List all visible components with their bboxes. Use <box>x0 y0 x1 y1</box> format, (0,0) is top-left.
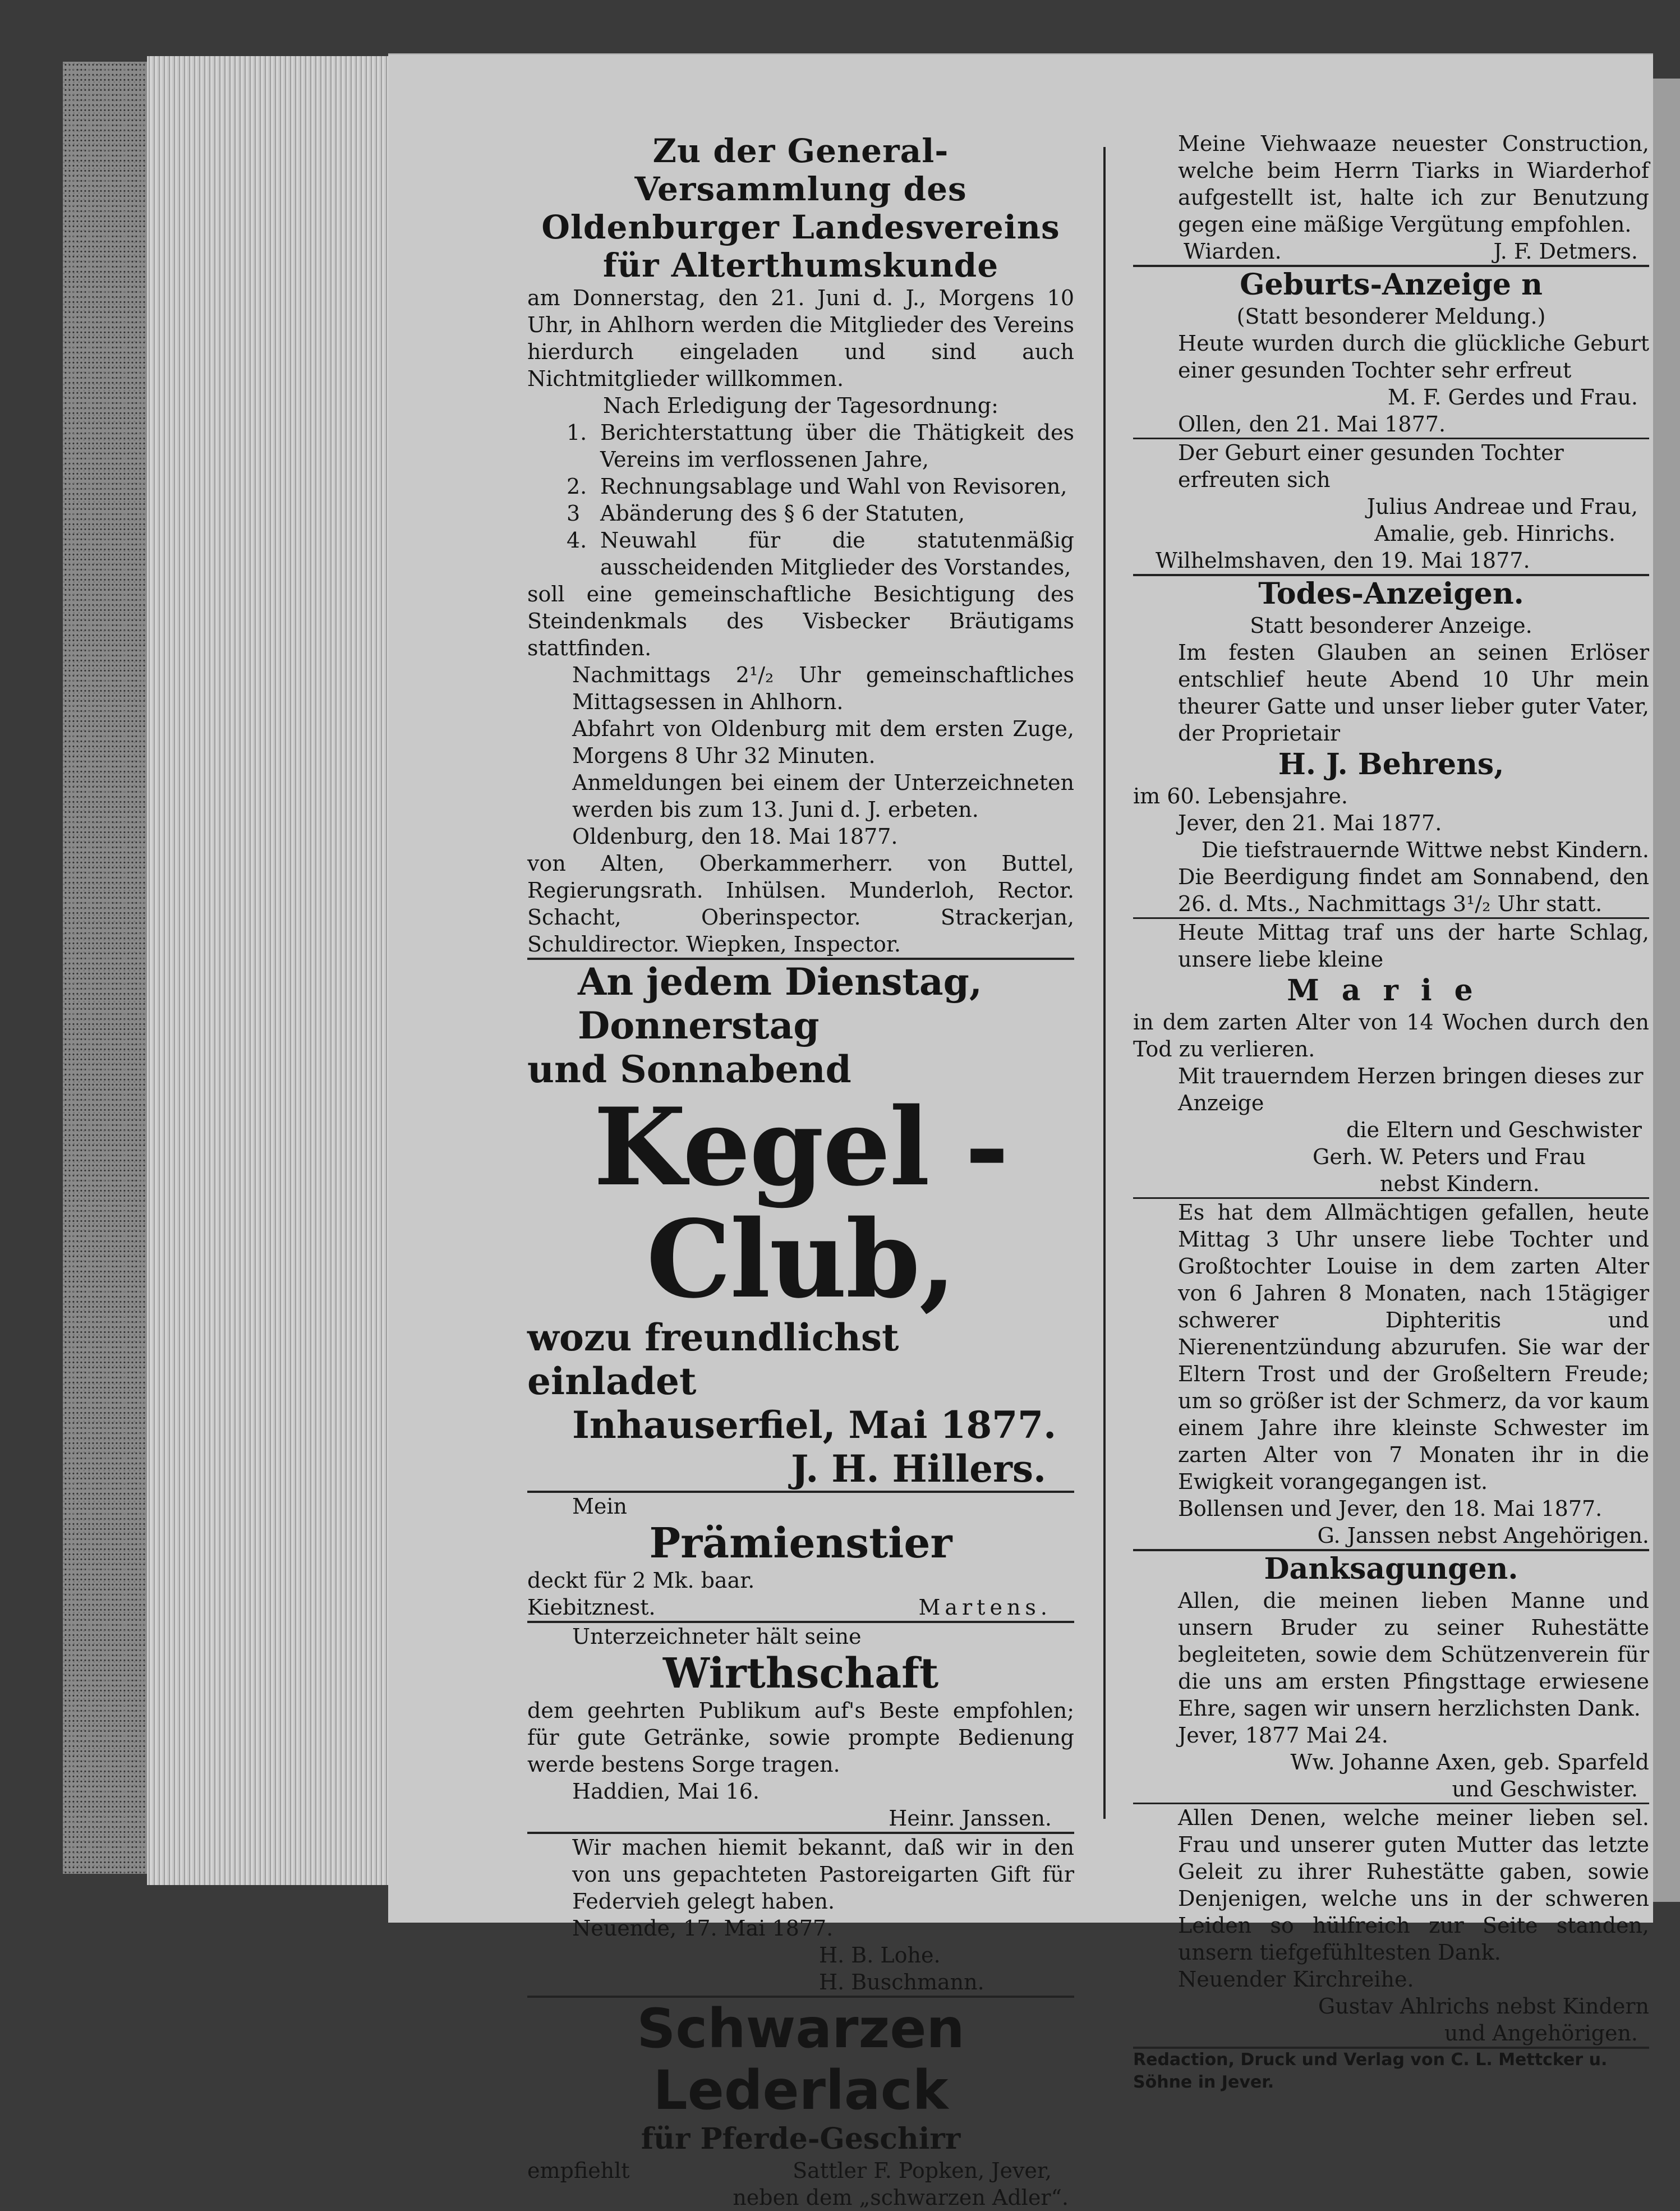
section-subheading: (Statt besonderer Meldung.) <box>1236 304 1546 329</box>
notice-signature: M. F. Gerdes und Frau. <box>1387 385 1638 410</box>
notice-text: Der Geburt einer gesunden Tochter erfreuten sich <box>1178 440 1564 492</box>
agenda-list <box>527 419 1074 581</box>
notice-signature: und Geschwister. <box>1452 1777 1638 1801</box>
deceased-name: Marie <box>1287 973 1495 1008</box>
ad-title-line-3: für Alterthumskunde <box>602 246 999 284</box>
section-heading: Todes-Anzeigen. <box>1258 577 1524 611</box>
ad-line: Inhauserfiel, Mai 1877. <box>572 1403 1057 1447</box>
right-column <box>1133 130 1649 2094</box>
ad-signature: H. B. Lohe. <box>819 1943 941 1968</box>
notice-signature: Gustav Ahlrichs nebst Kindern <box>1318 1994 1649 2019</box>
ad-title-line-2: Oldenburger Landesvereins <box>541 208 1060 246</box>
notice-text: Die Beerdigung findet am Sonnabend, den 26. d. Mts., Nachmittags 3¹/₂ Uhr statt. <box>1178 865 1649 916</box>
ad-viehwaage <box>1133 130 1649 265</box>
agenda-item: 3 Abänderung des § 6 der Statuten, <box>567 501 965 526</box>
agenda-heading: Nach Erledigung der Tagesordnung: <box>603 393 998 418</box>
ad-gift-notice <box>527 1834 1074 1996</box>
birth-announcements <box>1133 267 1649 438</box>
agenda-item: 1. Berichterstattung über die Thätigkeit des Vereins im verflossenen Jahre, <box>567 420 1074 472</box>
notice-text: im 60. Lebensjahre. <box>1133 784 1348 808</box>
ad-signature: Sattler F. Popken, Jever, <box>793 2158 1052 2183</box>
death-notice-marie <box>1133 919 1649 1197</box>
wirthschaft-headline: Wirthschaft <box>662 1649 939 1698</box>
death-announcements <box>1133 576 1649 917</box>
ad-date: Oldenburg, den 18. Mai 1877. <box>572 824 898 849</box>
thanks-notices <box>1133 1551 1649 1803</box>
thanks-notice <box>1133 1804 1649 2047</box>
ad-signature: neben dem „schwarzen Adler“. <box>733 2185 1069 2210</box>
notice-text: Allen Denen, welche meiner lieben sel. Frau und unserer guten Mutter das letzte Geleit zu ihrer Ruhestätte gaben, sowie Denjenigen, welche uns in der schweren Leiden so hülfreich zur Seite standen, unsern tiefgefühltesten Dank. <box>1178 1805 1649 1965</box>
book-edge-marbled <box>63 62 147 1874</box>
notice-signature: nebst Kindern. <box>1380 1171 1540 1196</box>
ad-line: und Sonnabend <box>527 1047 851 1091</box>
ad-pre: Mein <box>572 1494 628 1519</box>
ad-text: dem geehrten Publikum auf's Beste empfohlen; für gute Getränke, sowie prompte Bedienung werde bestens Sorge tragen. <box>527 1698 1074 1777</box>
notice-place: Neuender Kirchreihe. <box>1178 1967 1414 1992</box>
ad-praemienstier <box>527 1493 1074 1621</box>
birth-notice <box>1133 439 1649 574</box>
section-heading: Geburts-Anzeige n <box>1240 268 1543 302</box>
left-column <box>527 132 1074 2211</box>
ad-footer-row <box>527 2157 1074 2184</box>
lederlack-subheadline: für Pferde-Geschirr <box>641 2122 961 2156</box>
kegel-club-headline: Kegel - Club, <box>593 1084 1008 1322</box>
notice-text: Mit trauerndem Herzen bringen dieses zur Anzeige <box>1178 1064 1644 1115</box>
ad-signature: J. F. Detmers. <box>1493 239 1638 264</box>
ad-paragraph: Nachmittags 2¹/₂ Uhr gemeinschaftliches Mittagsessen in Ahlhorn. <box>572 663 1074 714</box>
notice-text: Allen, die meinen lieben Manne und unsern Bruder zu seiner Ruhestätte begleiteten, sowie dem Schützenverein für die uns am ersten Pfingsttage erwiesene Ehre, sagen wir unsern herzlichsten Dank. <box>1178 1588 1649 1721</box>
notice-text: in dem zarten Alter von 14 Wochen durch den Tod zu verlieren. <box>1133 1010 1649 1061</box>
ad-signers: von Alten, Oberkammerherr. von Buttel, Regierungsrath. Inhülsen. Munderloh, Rector. Schacht, Oberinspector. Strackerjan, Schuldirector. Wiepken, Inspector. <box>527 851 1074 957</box>
notice-text: Heute wurden durch die glückliche Geburt einer gesunden Tochter sehr erfreut <box>1178 331 1649 383</box>
ad-signature: Martens. <box>918 1595 1052 1620</box>
ad-date: Neuende, 17. Mai 1877. <box>572 1916 834 1941</box>
ad-kegel-club <box>527 960 1074 1491</box>
ad-intro: am Donnerstag, den 21. Juni d. J., Morgens 10 Uhr, in Ahlhorn werden die Mitglieder des Vereins hierdurch eingeladen und sind auch Nichtmitglieder willkommen. <box>527 286 1074 391</box>
ad-lederlack <box>527 1998 1074 2211</box>
agenda-item: 2. Rechnungsablage und Wahl von Revisoren, <box>567 474 1067 499</box>
ad-footer-row <box>527 1594 1074 1621</box>
notice-signature: Amalie, geb. Hinrichs. <box>1374 521 1615 546</box>
notice-signature: Die tiefstrauernde Wittwe nebst Kindern. <box>1201 838 1649 862</box>
notice-date: Ollen, den 21. Mai 1877. <box>1178 412 1446 436</box>
ad-text: empfiehlt <box>527 2158 630 2183</box>
ad-text: Meine Viehwaaze neuester Construction, welche beim Herrn Tiarks in Wiarderhof aufgestellt ist, halte ich zur Benutzung gegen eine mäßige Vergütung empfohlen. <box>1178 131 1649 237</box>
ad-paragraph: Abfahrt von Oldenburg mit dem ersten Zuge, Morgens 8 Uhr 32 Minuten. <box>572 716 1074 768</box>
lederlack-headline: Schwarzen Lederlack <box>637 1997 965 2122</box>
page-stack <box>147 56 388 1885</box>
notice-date: Wilhelmshaven, den 19. Mai 1877. <box>1156 548 1530 573</box>
notice-signature: Julius Andreae und Frau, <box>1366 494 1638 519</box>
next-page-edge <box>1653 79 1680 1902</box>
ad-text: deckt für 2 Mk. baar. <box>527 1568 755 1593</box>
notice-signature: G. Janssen nebst Angehörigen. <box>1317 1523 1649 1548</box>
ad-title-line-1: Zu der General-Versammlung des <box>634 132 967 208</box>
notice-date: Jever, 1877 Mai 24. <box>1178 1723 1388 1748</box>
ad-general-versammlung <box>527 132 1074 958</box>
notice-signature: die Eltern und Geschwister <box>1346 1118 1642 1142</box>
notice-signature: und Angehörigen. <box>1444 2021 1638 2045</box>
notice-text: Im festen Glauben an seinen Erlöser entschlief heute Abend 10 Uhr mein theurer Gatte und unser lieber guter Vater, der Proprietair <box>1178 640 1649 746</box>
ad-place: Kiebitznest. <box>527 1595 656 1620</box>
notice-signature: Ww. Johanne Axen, geb. Sparfeld <box>1290 1750 1649 1775</box>
imprint-footer: Redaction, Druck und Verlag von C. L. Mettcker u. Söhne in Jever. <box>1133 2050 1608 2092</box>
column-rule <box>1103 147 1106 1819</box>
ad-paragraph: Anmeldungen bei einem der Unterzeichneten werden bis zum 13. Juni d. J. erbeten. <box>572 770 1074 822</box>
ad-paragraph: soll eine gemeinschaftliche Besichtigung des Steindenkmals des Visbecker Bräutigams stattfinden. <box>527 582 1074 660</box>
agenda-item: 4. Neuwahl für die statutenmäßig ausscheidenden Mitglieder des Vorstandes, <box>567 528 1074 580</box>
ad-line: wozu freundlichst einladet <box>527 1316 899 1403</box>
notice-text: Es hat dem Allmächtigen gefallen, heute Mittag 3 Uhr unsere liebe Tochter und Großtochter Louise in dem zarten Alter von 6 Jahren 8 Monaten, nach 15tägiger schwerer Diphteritis und Nierenentzündung abzurufen. Sie war der Eltern Trost und der Großeltern Freude; um so größer ist der Schmerz, da vor kaum einem Jahre ihre kleinste Schwester im zarten Alter von 7 Monaten ihr in die Ewigkeit vorangegangen ist. <box>1178 1200 1649 1494</box>
ad-text: Wir machen hiemit bekannt, daß wir in den von uns gepachteten Pastoreigarten Gift für Federvieh gelegt haben. <box>572 1835 1074 1914</box>
notice-text: Heute Mittag traf uns der harte Schlag, unsere liebe kleine <box>1178 920 1649 972</box>
ad-line: An jedem Dienstag, Donnerstag <box>578 960 982 1047</box>
ad-footer-row <box>1133 238 1649 265</box>
notice-date: Bollensen und Jever, den 18. Mai 1877. <box>1178 1496 1603 1521</box>
section-subheading: Statt besonderer Anzeige. <box>1250 613 1532 638</box>
praemienstier-headline: Prämienstier <box>649 1519 952 1568</box>
ad-signature: H. Buschmann. <box>819 1970 984 1994</box>
ad-pre: Unterzeichneter hält seine <box>572 1624 862 1649</box>
deceased-name: H. J. Behrens, <box>1278 747 1504 782</box>
ad-place: Wiarden. <box>1184 239 1282 264</box>
ad-signature: Heinr. Janssen. <box>889 1806 1052 1831</box>
ad-signature: J. H. Hillers. <box>791 1447 1046 1491</box>
death-notice-louise <box>1133 1199 1649 1549</box>
notice-signature: Gerh. W. Peters und Frau <box>1313 1144 1586 1169</box>
ad-date: Haddien, Mai 16. <box>572 1779 760 1804</box>
notice-date: Jever, den 21. Mai 1877. <box>1178 811 1442 835</box>
ad-wirthschaft <box>527 1623 1074 1832</box>
section-heading: Danksagungen. <box>1264 1552 1518 1586</box>
